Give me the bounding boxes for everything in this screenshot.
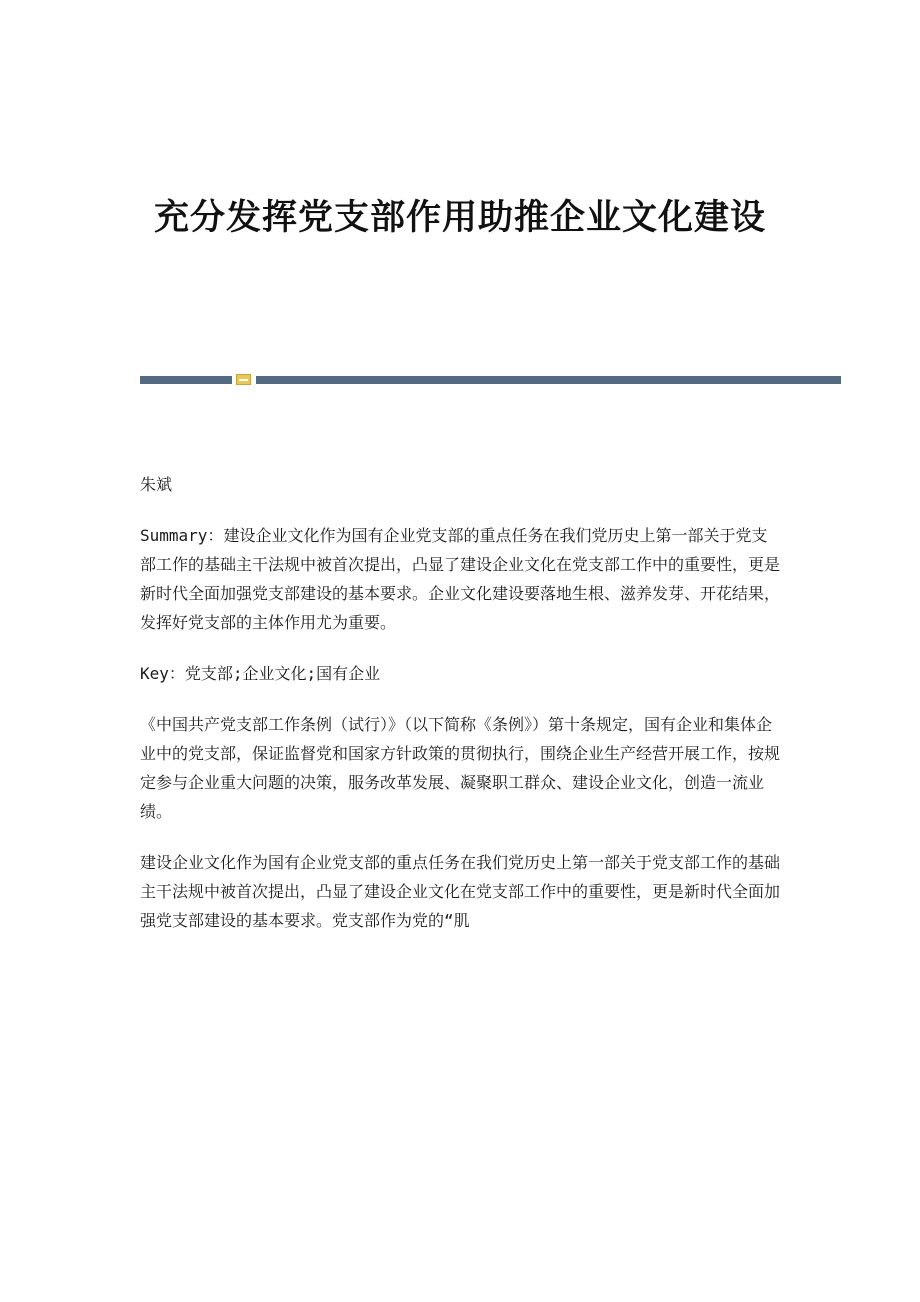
- summary-label: Summary：: [140, 526, 224, 545]
- key-label: Key：: [140, 664, 185, 683]
- body-paragraph: 《中国共产党支部工作条例（试行）》（以下简称《条例》）第十条规定，国有企业和集体企业中的党支部，保证监督党和国家方针政策的贯彻执行，围绕企业生产经营开展工作，按规定参与企业重大问题的决策，服务改革发展、凝聚职工群众、建设企业文化，创造一流业绩。: [140, 715, 781, 821]
- document-body: [140, 470, 780, 957]
- keywords-paragraph: [140, 659, 780, 688]
- key-text: 党支部;企业文化;国有企业: [184, 664, 381, 683]
- page-title: 充分发挥党支部作用助推企业文化建设: [153, 197, 766, 238]
- divider-ornament-icon: [236, 374, 251, 385]
- summary-paragraph: [140, 521, 780, 637]
- divider-bar-right: [256, 376, 841, 384]
- divider-bar-left: [140, 376, 232, 384]
- author-name: 朱斌: [140, 475, 173, 494]
- body-paragraph: 建设企业文化作为国有企业党支部的重点任务在我们党历史上第一部关于党支部工作的基础主干法规中被首次提出，凸显了建设企业文化在党支部工作中的重要性，更是新时代全面加强党支部建设的基本要求。党支部作为党的“肌: [140, 853, 781, 930]
- summary-text: 建设企业文化作为国有企业党支部的重点任务在我们党历史上第一部关于党支部工作的基础主干法规中被首次提出，凸显了建设企业文化在党支部工作中的重要性，更是新时代全面加强党支部建设的基本要求。企业文化建设要落地生根、滋养发芽、开花结果，发挥好党支部的主体作用尤为重要。: [140, 526, 781, 632]
- title-divider: [140, 374, 841, 384]
